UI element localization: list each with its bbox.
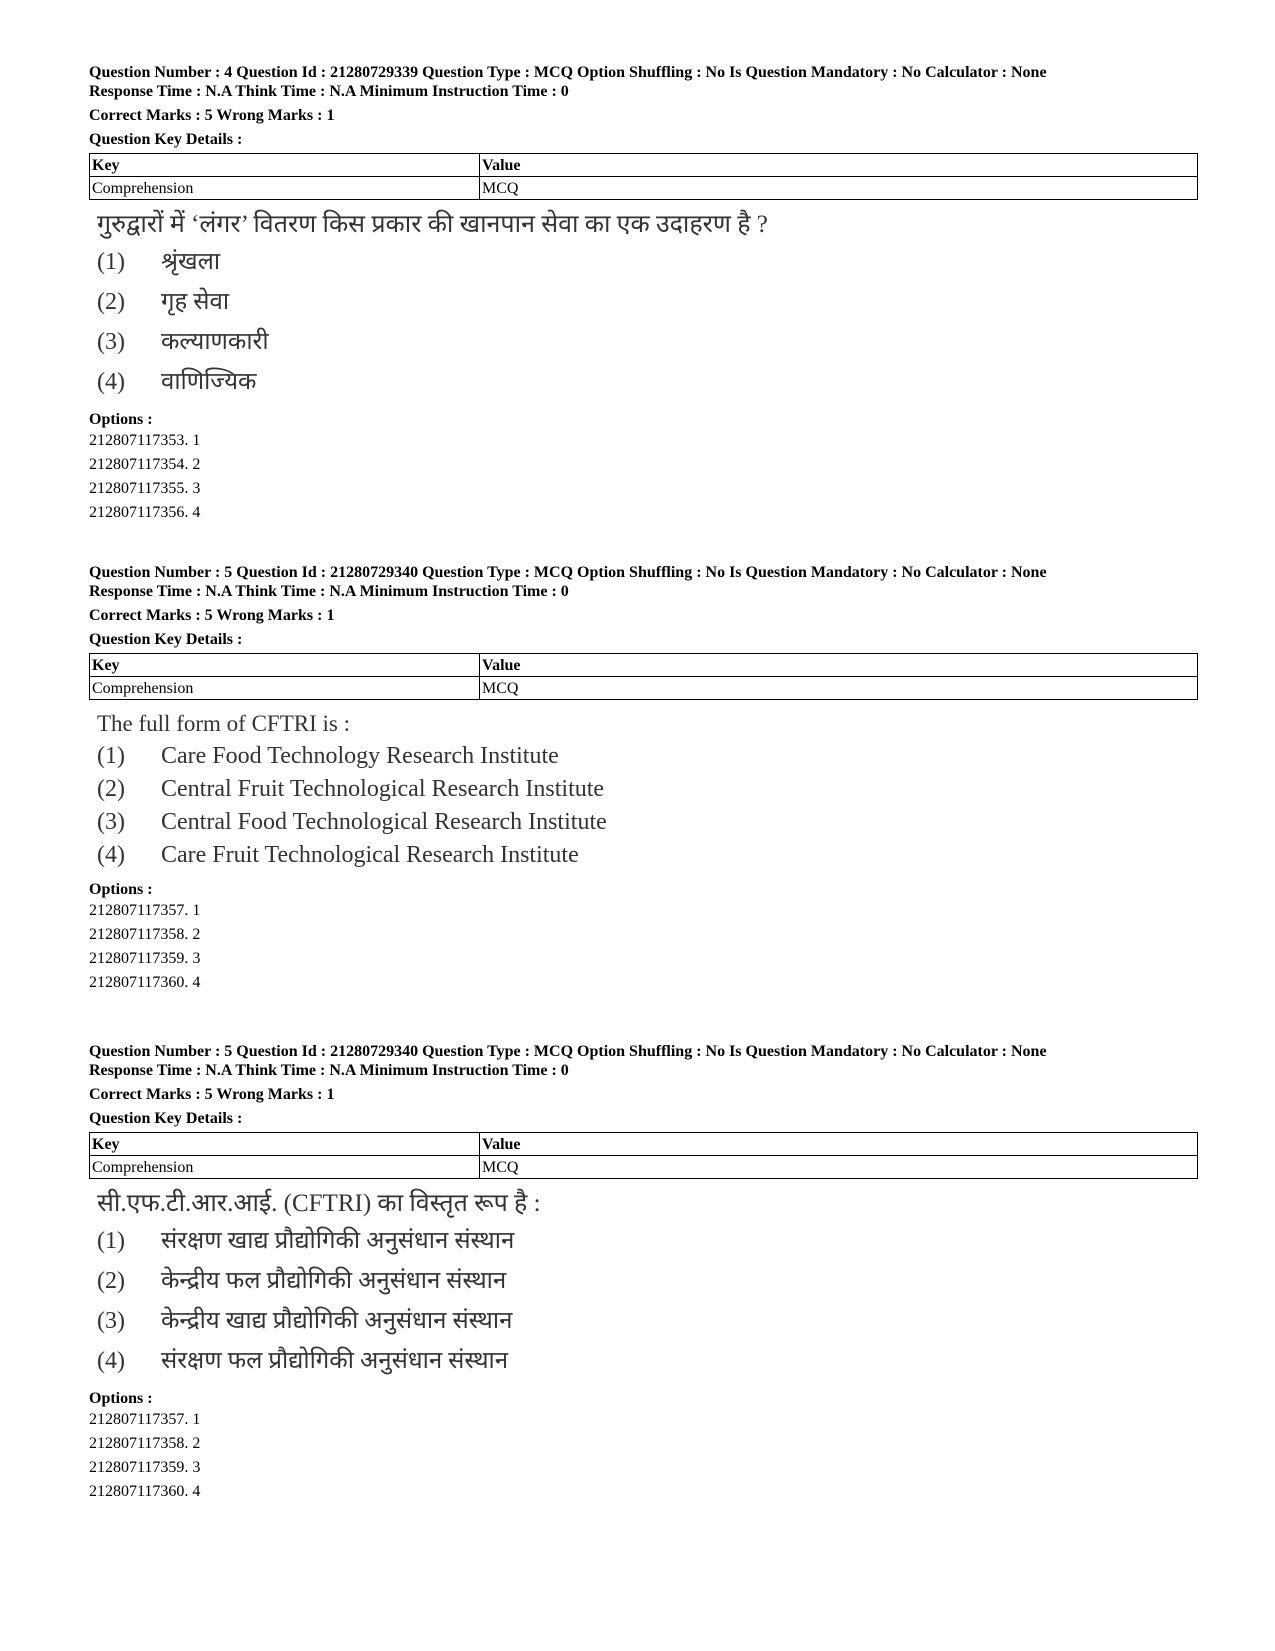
option-id-line: 212807117360. 4 (89, 974, 201, 991)
question-block (89, 63, 1199, 525)
choice-text: गृह सेवा (161, 289, 230, 315)
option-id-line: 212807117357. 1 (89, 1411, 201, 1428)
key-details-label: Question Key Details : (89, 1110, 243, 1127)
choice-item (89, 806, 1199, 839)
choice-number: (1) (97, 1228, 125, 1254)
question-text: सी.एफ.टी.आर.आई. (CFTRI) का विस्तृत रूप है : (97, 1190, 541, 1217)
choice-item (89, 282, 1199, 322)
question-meta-line: Question Number : 5 Question Id : 21280729340 Question Type : MCQ Option Shuffling : No Is Question Mandatory : No Calculator : None (89, 1043, 1047, 1060)
choice-number: (3) (97, 1308, 125, 1334)
choice-number: (4) (97, 842, 125, 868)
question-content (89, 708, 1199, 872)
table-row (90, 677, 1198, 700)
choice-text: संरक्षण खाद्य प्रौद्योगिकी अनुसंधान संस्थान (161, 1228, 515, 1254)
table-header-row (90, 654, 1198, 677)
choice-number: (3) (97, 329, 125, 355)
choice-item (89, 322, 1199, 362)
option-id-line: 212807117356. 4 (89, 504, 201, 521)
choice-text: श्रृंखला (161, 249, 221, 275)
question-text: गुरुद्वारों में ‘लंगर’ वितरण किस प्रकार की खानपान सेवा का एक उदाहरण है ? (97, 211, 768, 238)
choice-text: संरक्षण फल प्रौद्योगिकी अनुसंधान संस्थान (161, 1348, 509, 1374)
table-cell-value: MCQ (480, 177, 1198, 200)
choice-text: Care Fruit Technological Research Institute (161, 842, 579, 868)
key-details-label: Question Key Details : (89, 131, 243, 148)
choice-text: केन्द्रीय फल प्रौद्योगिकी अनुसंधान संस्थान (161, 1268, 507, 1294)
table-cell-value: MCQ (480, 1156, 1198, 1179)
marks-line: Correct Marks : 5 Wrong Marks : 1 (89, 107, 335, 124)
option-id-line: 212807117360. 4 (89, 1483, 201, 1500)
table-header-value: Value (480, 154, 1198, 177)
option-id-line: 212807117358. 2 (89, 926, 201, 943)
question-content (89, 1187, 1199, 1381)
choice-item (89, 1221, 1199, 1261)
table-header-key: Key (90, 654, 480, 677)
choice-text: Central Food Technological Research Institute (161, 809, 607, 835)
choice-text: Care Food Technology Research Institute (161, 743, 559, 769)
question-text: The full form of CFTRI is : (97, 711, 350, 736)
choice-item (89, 362, 1199, 402)
question-meta-line: Question Number : 4 Question Id : 21280729339 Question Type : MCQ Option Shuffling : No Is Question Mandatory : No Calculator : None (89, 64, 1047, 81)
question-timing-line: Response Time : N.A Think Time : N.A Minimum Instruction Time : 0 (89, 83, 569, 100)
choice-number: (4) (97, 1348, 125, 1374)
choice-item (89, 242, 1199, 282)
options-label: Options : (89, 411, 153, 428)
table-header-key: Key (90, 1133, 480, 1156)
option-id-line: 212807117359. 3 (89, 1459, 201, 1476)
table-header-value: Value (480, 1133, 1198, 1156)
choice-item (89, 1341, 1199, 1381)
option-id-line: 212807117358. 2 (89, 1435, 201, 1452)
table-row (90, 177, 1198, 200)
choice-item (89, 839, 1199, 872)
table-row (90, 1156, 1198, 1179)
choice-item (89, 773, 1199, 806)
choice-number: (3) (97, 809, 125, 835)
marks-line: Correct Marks : 5 Wrong Marks : 1 (89, 607, 335, 624)
choice-text: Central Fruit Technological Research Institute (161, 776, 605, 802)
table-cell-key: Comprehension (90, 1156, 480, 1179)
table-header-value: Value (480, 654, 1198, 677)
table-cell-key: Comprehension (90, 177, 480, 200)
question-meta-line: Question Number : 5 Question Id : 21280729340 Question Type : MCQ Option Shuffling : No Is Question Mandatory : No Calculator : None (89, 564, 1047, 581)
question-block (89, 563, 1199, 995)
question-timing-line: Response Time : N.A Think Time : N.A Minimum Instruction Time : 0 (89, 583, 569, 600)
option-id-line: 212807117355. 3 (89, 480, 201, 497)
choice-number: (2) (97, 1268, 125, 1294)
choice-number: (2) (97, 776, 125, 802)
key-details-table (89, 1132, 1198, 1179)
question-content (89, 208, 1199, 402)
table-header-key: Key (90, 154, 480, 177)
option-id-line: 212807117359. 3 (89, 950, 201, 967)
table-cell-value: MCQ (480, 677, 1198, 700)
marks-line: Correct Marks : 5 Wrong Marks : 1 (89, 1086, 335, 1103)
question-timing-line: Response Time : N.A Think Time : N.A Minimum Instruction Time : 0 (89, 1062, 569, 1079)
key-details-table (89, 653, 1198, 700)
choice-text: केन्द्रीय खाद्य प्रौद्योगिकी अनुसंधान संस्थान (161, 1308, 513, 1334)
choice-text: कल्याणकारी (161, 329, 269, 355)
choice-item (89, 1261, 1199, 1301)
option-id-line: 212807117357. 1 (89, 902, 201, 919)
choice-item (89, 740, 1199, 773)
key-details-table (89, 153, 1198, 200)
choice-number: (1) (97, 249, 125, 275)
options-label: Options : (89, 881, 153, 898)
choice-text: वाणिज्यिक (161, 369, 257, 395)
table-header-row (90, 1133, 1198, 1156)
table-cell-key: Comprehension (90, 677, 480, 700)
key-details-label: Question Key Details : (89, 631, 243, 648)
option-id-line: 212807117353. 1 (89, 432, 201, 449)
choice-number: (4) (97, 369, 125, 395)
choice-number: (2) (97, 289, 125, 315)
choice-item (89, 1301, 1199, 1341)
choice-number: (1) (97, 743, 125, 769)
options-label: Options : (89, 1390, 153, 1407)
table-header-row (90, 154, 1198, 177)
question-block (89, 1042, 1199, 1504)
option-id-line: 212807117354. 2 (89, 456, 201, 473)
